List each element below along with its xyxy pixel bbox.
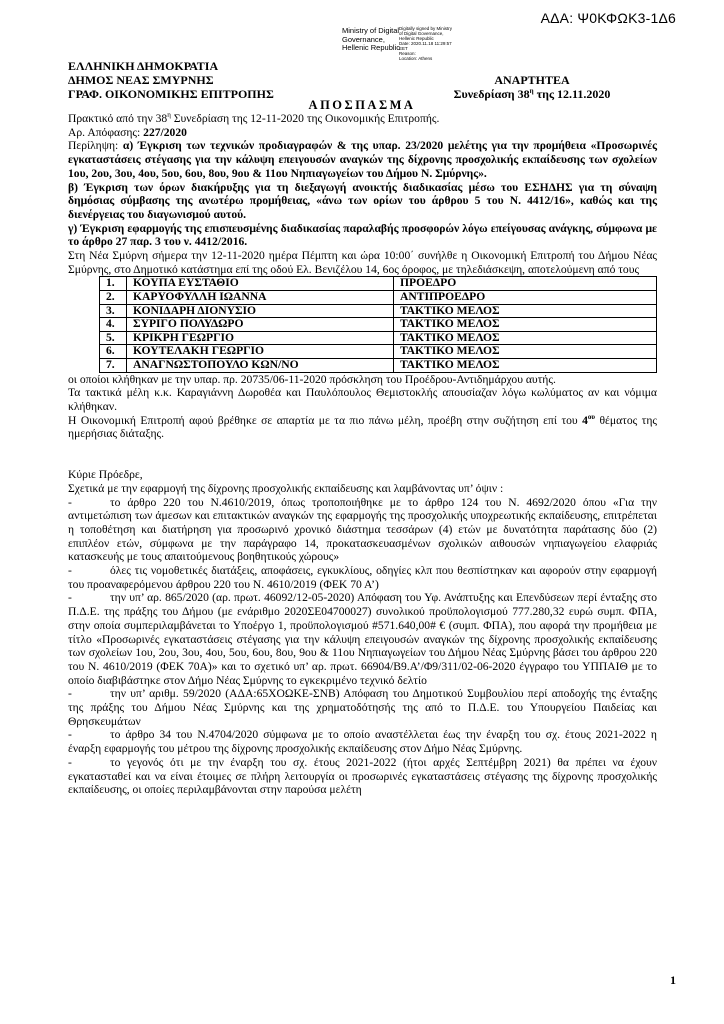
signature-detail: EET [399,46,408,51]
minutes-prefix: Πρακτικό από την 38 [68,112,168,125]
member-name: ΚΑΡΥΟΦΥΛΛΗ ΙΩΑΝΝΑ [127,291,394,305]
member-name: ΚΟΥΤΕΛΑΚΗ ΓΕΩΡΓΙΟ [127,345,394,359]
dash-bullet: - [68,687,72,701]
member-name: ΚΟΝΙΔΑΡΗ ΔΙΟΝΥΣΙΟ [127,304,394,318]
member-role: ΤΑΚΤΙΚΟ ΜΕΛΟΣ [394,318,657,332]
consideration-text: την υπ’ αριθμ. 59/2020 (ΑΔΑ:65ΧΟΩΚΕ-ΣΝΒ) Απόφαση του Δημοτικού Συμβουλίου περί αποδοχής της ένταξης της πράξης του Δήμου Νέας Σμύρνης και της χρηματοδότησής της από το Π.Δ.Ε. του Υπουργείου Παιδείας και Θρησκευμάτων [68,687,657,728]
quorum-prefix: Η Οικονομική Επιτροπή αφού βρέθηκε σε απαρτία με τα πιο πάνω μέλη, προέβη στην συζήτηση επί του [68,413,583,427]
quorum-number: 4 [582,413,588,427]
dash-bullet: - [68,564,72,578]
decision-label: Αρ. Απόφασης: [68,125,144,139]
table-row [100,359,657,373]
signature-detail: of Digital Governance, [399,31,444,36]
document-title: ΑΠΟΣΠΑΣΜΑ [308,98,416,112]
session-header [442,73,622,101]
dash-bullet: - [68,728,72,742]
decision-line [68,126,657,140]
member-num: 3. [100,304,127,318]
dash-bullet: - [68,755,72,769]
lead-paragraph: Σχετικά με την εφαρμογή της δίχρονης προσχολικής εκπαίδευσης και λαμβάνοντας υπ’ όψιν : [68,481,504,495]
publication-label: ΑΝΑΡΤΗΤΕΑ [494,73,570,87]
table-row [100,304,657,318]
dash-bullet: - [68,495,72,509]
minutes-suffix: Συνεδρίαση της 12-11-2020 της Οικονομικής Επιτροπής. [170,112,440,125]
member-num: 1. [100,277,127,291]
signature-line: Governance, [342,34,385,44]
member-num: 4. [100,318,127,332]
digital-signature-details [399,26,459,61]
page-number: 1 [670,973,676,987]
member-role: ΑΝΤΙΠΡΟΕΔΡΟ [394,291,657,305]
member-role: ΤΑΚΤΙΚΟ ΜΕΛΟΣ [394,304,657,318]
consideration-text: την υπ’ αρ. 865/2020 (αρ. πρωτ. 46092/12-05-2020) Απόφαση του Υφ. Ανάπτυξης και Επενδύσεων περί ένταξης στο Π.Δ.Ε. της πράξης του Δήμου (με ενάριθμο 2020ΣΕ04700027) συνολικού προϋπολογισμού 777.280,32 ευρώ συμπ. ΦΠΑ, στην οποία συμπεριλαμβάνεται το Υποέργο 1, προϋπολογισμού #571.640,00# € (συμπ. ΦΠΑ), που αφορά την προμήθεια με τίτλο «Προσωρινές εγκαταστάσεις στέγασης για την κάλυψη επειγουσών αναγκών της δίχρονης προσχολικής εκπαίδευσης των σχολείων 1ου, 2ου, 3ου, 4ου, 5ου, 6ου, 8ου, 9ου & 11ου Νηπιαγωγείων του Δήμου Νέας Σμύρνης βάσει του άρθρου 220 του Ν. 4610/2019 (ΦΕΚ 70Α)» και το σχετικό υπ’ αρ. πρωτ. 66904/Β9.Α’/Φ9/311/02-06-2020 έγγραφο του ΥΠΠΑΙΘ με το οποίο διαβιβάστηκε στον Δήμο Νέας Σμύρνης το εγκεκριμένο τεχνικό δελτίο [68,591,657,687]
member-name: ΚΡΙΚΡΗ ΓΕΩΡΓΙΟ [127,331,394,345]
consideration-item [68,756,657,797]
signature-detail: Location: Athens [399,56,433,61]
signature-line: Hellenic Republic [342,43,400,52]
summary-b: β) Έγκριση των όρων διακήρυξης για τη διεξαγωγή ανοικτής διαδικασίας μέσω του ΕΣΗΔΗΣ για τη σύναψη δημόσιας σύμβασης της ανωτέρω προμήθειας, «άνω των ορίων του άρθρου 5 του Ν. 4412/16», καθώς και της διενέργειας του διαγωνισμού αυτού. [68,180,657,221]
member-role: ΤΑΚΤΙΚΟ ΜΕΛΟΣ [394,331,657,345]
signature-detail: Hellenic Republic [399,36,434,41]
member-num: 7. [100,359,127,373]
member-num: 2. [100,291,127,305]
issuer-header [68,59,274,101]
meeting-paragraph: Στη Νέα Σμύρνη σήμερα την 12-11-2020 ημέρα Πέμπτη και ώρα 10:00΄ συνήλθε η Οικονομική Επιτροπή του Δήμου Νέας Σμύρνης, στο Δημοτικό κατάστημα επί της οδού Ελ. Βενιζέλου 14, 6ος όροφος, με τηλεδιάσκεψη, αποτελούμενη από τους [68,249,657,276]
member-name: ΑΝΑΓΝΩΣΤΟΠΟΥΛΟ ΚΩΝ/ΝΟ [127,359,394,373]
member-name: ΚΟΥΠΑ ΕΥΣΤΑΘΙΟ [127,277,394,291]
table-row [100,345,657,359]
member-num: 6. [100,345,127,359]
consideration-item [68,591,657,687]
invitation-paragraph: οι οποίοι κλήθηκαν με την υπαρ. πρ. 20735/06-11-2020 πρόσκληση του Προέδρου-Αντιδημάρχου αυτής. [68,372,556,386]
session-prefix: Συνεδρίαση 38 [453,87,530,101]
member-role: ΤΑΚΤΙΚΟ ΜΕΛΟΣ [394,359,657,373]
consideration-item [68,564,657,591]
member-role: ΠΡΟΕΔΡΟ [394,277,657,291]
summary-c: γ) Έγκριση εφαρμογής της επισπευσμένης διαδικασίας παραλαβής προσφορών λόγω επείγουσας ανάγκης, σύμφωνα με το άρθρο 27 παρ. 3 του ν. 4412/2016. [68,221,657,249]
consideration-text: το άρθρο 34 του Ν.4704/2020 σύμφωνα με το οποίο αναστέλλεται έως την έναρξη του σχ. έτους 2021-2022 η έναρξη εφαρμογής του μέτρου της δίχρονης προσχολικής εκπαίδευσης στον Δήμο Νέας Σμύρνης. [68,728,657,756]
signature-detail: Reason: [399,51,416,56]
signature-detail: Date: 2020.11.18 11:29:57 [399,41,452,46]
header-line: ΔΗΜΟΣ ΝΕΑΣ ΣΜΥΡΝΗΣ [68,73,214,87]
consideration-text: όλες τις νομοθετικές διατάξεις, αποφάσεις, εγκυκλίους, οδηγίες κλπ που θεσπίστηκαν και αφορούν στην εφαρμογή του προαναφερόμενου άρθρου 220 του Ν. 4610/2019 (ΦΕΚ 70 Α’) [68,564,657,591]
digital-signature-issuer [342,27,400,53]
absence-paragraph: Τα τακτικά μέλη κ.κ. Καραγιάννη Δωροθέα και Παυλόπουλος Θεμιστοκλής απουσίαζαν λόγω κωλύματος αν και νόμιμα κλήθηκαν. [68,386,657,413]
session-sup: η [529,87,534,95]
minutes-sup: η [167,111,171,120]
minutes-line [68,112,657,126]
summary-a [68,139,657,180]
salutation: Κύριε Πρόεδρε, [68,468,143,482]
quorum-sup: ου [587,412,596,421]
consideration-text: το άρθρο 220 του Ν.4610/2019, όπως τροποποιήθηκε με το άρθρο 124 του Ν. 4692/2020 όπου «Για την αντιμετώπιση των άμεσων και επιτακτικών αναγκών της εφαρμογής της προσχολικής υποχρεωτικής εκπαίδευσης, επιτρέπεται η τοποθέτηση και διατήρηση για προσωρινό χρονικό διάστημα τεσσάρων (4) ετών με δυνατότητα παράτασης δύο (2) επιπλέον ετών, σύμφωνα με την παράγραφο 14, προκατασκευασμένων σχολικών αιθουσών νηπιαγωγείου ελαφριάς κατασκευής με τους απαιτούμενους βοηθητικούς χώρους» [68,495,657,564]
signature-line: Ministry of Digital [342,26,400,35]
header-line: ΕΛΛΗΝΙΚΗ ΔΗΜΟΚΡΑΤΙΑ [68,59,219,73]
quorum-suffix: θέματος της ημερήσιας διάταξης. [68,413,657,441]
table-row [100,277,657,291]
member-num: 5. [100,331,127,345]
signature-detail: Digitally signed by Ministry [399,26,453,31]
dash-bullet: - [68,591,72,605]
consideration-item [68,728,657,755]
table-row [100,318,657,332]
decision-number: 227/2020 [143,125,187,139]
table-row [100,291,657,305]
summary-a-text: α) Έγκριση των τεχνικών προδιαγραφών & της υπαρ. 23/2020 μελέτης για την προμήθεια «Προσωρινές εγκαταστάσεις στέγασης για την κάλυψη επειγουσών αναγκών της δίχρονης προσχολικής εκπαίδευσης των σχολείων 1ου, 2ου, 3ου, 4ου, 5ου, 6ου, 8ου, 9ου & 11ου Νηπιαγωγείων του Δήμου Ν. Σμύρνης». [68,139,657,180]
session-suffix: της 12.11.2020 [533,87,611,101]
summary-label: Περίληψη: [68,139,123,153]
members-table [99,276,657,372]
consideration-item [68,687,657,728]
table-row [100,331,657,345]
quorum-paragraph [68,414,657,441]
member-role: ΤΑΚΤΙΚΟ ΜΕΛΟΣ [394,345,657,359]
consideration-text: το γεγονός ότι με την έναρξη του σχ. έτους 2021-2022 (ήτοι αρχές Σεπτέμβρη 2021) θα πρέπει να έχουν εγκατασταθεί και να είναι έτοιμες σε πλήρη λειτουργία οι προσωρινές εγκαταστάσεις στέγασης της δίχρονης προσχολικής εκπαίδευσης, οι οποίες περιλαμβάνονται στην παρούσα μελέτη [68,755,657,797]
member-name: ΣΥΡΙΓΟ ΠΟΛΥΔΩΡΟ [127,318,394,332]
document-body [68,112,657,797]
header-line: ΓΡΑΦ. ΟΙΚΟΝΟΜΙΚΗΣ ΕΠΙΤΡΟΠΗΣ [68,87,274,101]
consideration-item [68,496,657,565]
ada-code: ΑΔΑ: Ψ0ΚΦΩΚ3-1Δ6 [540,10,676,26]
